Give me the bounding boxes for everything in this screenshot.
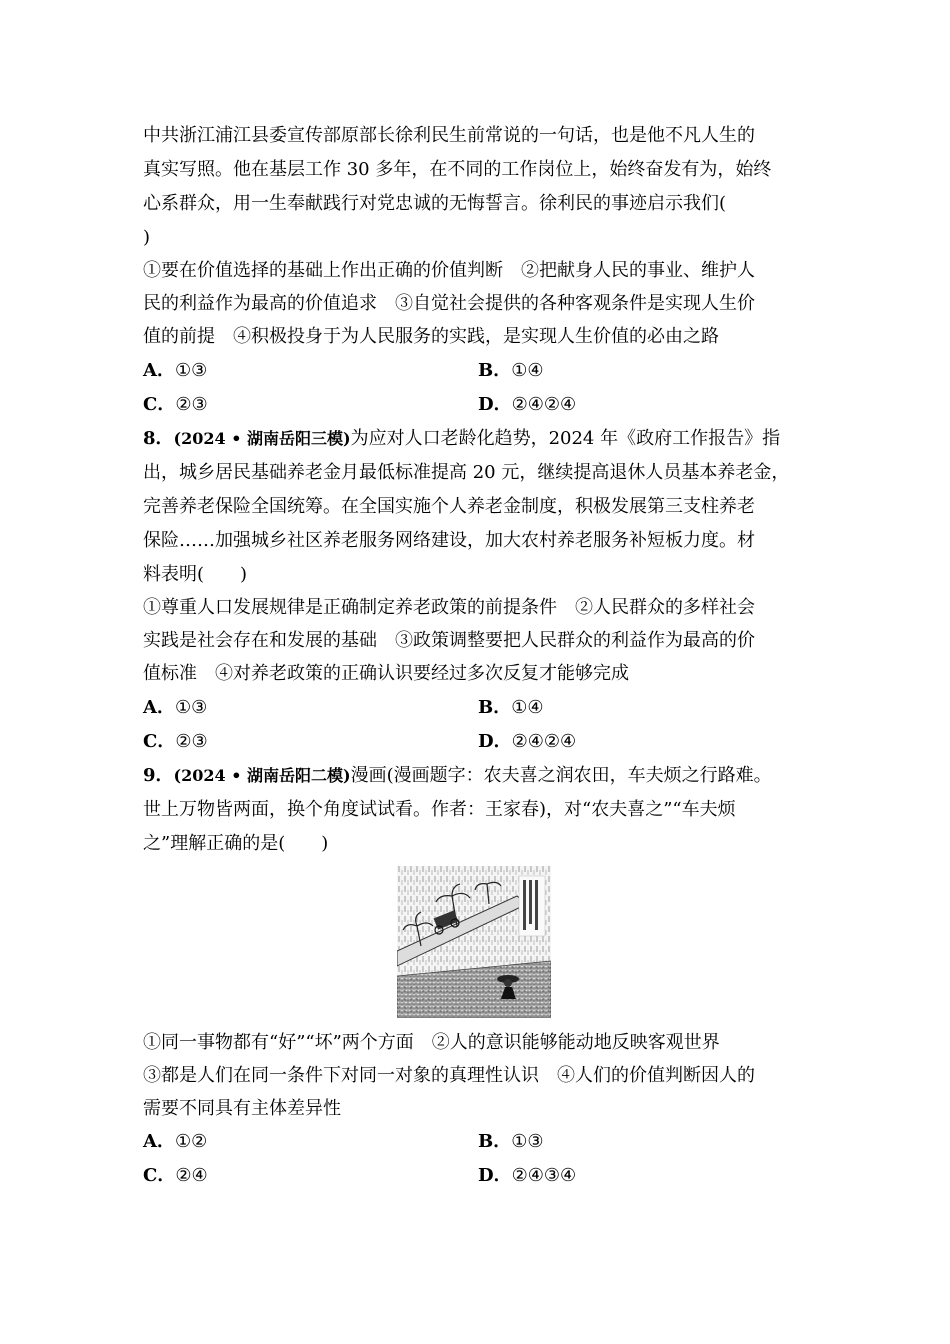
q8-source: (2024 • 湖南岳阳三模) bbox=[173, 429, 351, 448]
q9-source: (2024 • 湖南岳阳二模) bbox=[173, 766, 351, 785]
option-text: ①② bbox=[174, 1131, 208, 1152]
option-letter: B． bbox=[478, 697, 512, 718]
q8-stem-first-line bbox=[143, 427, 780, 451]
q8-statement-line: 值标准 ④对养老政策的正确认识要经过多次反复才能够完成 bbox=[143, 663, 629, 684]
q7-stem-line: 心系群众，用一生奉献践行对党忠诚的无悔誓言。徐利民的事迹启示我们( bbox=[143, 193, 727, 214]
option-letter: C． bbox=[143, 731, 176, 752]
q8-statement-line: 实践是社会存在和发展的基础 ③政策调整要把人民群众的利益作为最高的价 bbox=[143, 630, 755, 651]
q7-stem-line: ) bbox=[143, 227, 151, 248]
option-text: ②④③④ bbox=[511, 1165, 577, 1186]
option-text: ①③ bbox=[174, 697, 208, 718]
q7-option-b[interactable] bbox=[478, 359, 544, 383]
option-text: ①④ bbox=[511, 360, 544, 381]
option-text: ②④ bbox=[175, 1165, 208, 1186]
q9-option-c[interactable] bbox=[143, 1164, 208, 1188]
option-text: ①④ bbox=[511, 697, 544, 718]
q8-statement-line: ①尊重人口发展规律是正确制定养老政策的前提条件 ②人民群众的多样社会 bbox=[143, 597, 755, 618]
q7-statement-line: 值的前提 ④积极投身于为人民服务的实践，是实现人生价值的必由之路 bbox=[143, 326, 719, 347]
option-text: ②③ bbox=[175, 731, 208, 752]
q9-statement-line: ①同一事物都有“好”“坏”两个方面 ②人的意识能够能动地反映客观世界 bbox=[143, 1032, 720, 1053]
q9-option-d[interactable] bbox=[478, 1164, 576, 1188]
q8-stem-line: 出，城乡居民基础养老金月最低标准提高 20 元，继续提高退休人员基本养老金， bbox=[143, 462, 790, 483]
option-text: ①③ bbox=[511, 1131, 544, 1152]
q9-option-b[interactable] bbox=[478, 1130, 544, 1154]
q9-statement-line: ③都是人们在同一条件下对同一对象的真理性认识 ④人们的价值判断因人的 bbox=[143, 1065, 755, 1086]
q8-number: 8． bbox=[143, 428, 174, 449]
q8-stem-line: 料表明( ) bbox=[143, 564, 248, 585]
q7-statement-line: ①要在价值选择的基础上作出正确的价值判断 ②把献身人民的事业、维护人 bbox=[143, 260, 755, 281]
q9-number: 9． bbox=[143, 765, 174, 786]
option-text: ②④②④ bbox=[511, 394, 577, 415]
q7-stem-line: 真实写照。他在基层工作 30 多年，在不同的工作岗位上，始终奋发有为，始终 bbox=[143, 159, 772, 180]
option-letter: D． bbox=[478, 1165, 512, 1186]
q7-stem-line: 中共浙江浦江县委宣传部原部长徐利民生前常说的一句话，也是他不凡人生的 bbox=[143, 125, 755, 146]
q9-stem-line: 之”理解正确的是( ) bbox=[143, 833, 329, 854]
option-text: ②③ bbox=[175, 394, 208, 415]
option-text: ①③ bbox=[174, 360, 208, 381]
option-letter: C． bbox=[143, 394, 176, 415]
q8-stem-line: 保险……加强城乡社区养老服务网络建设，加大农村养老服务补短板力度。材 bbox=[143, 530, 755, 551]
q7-option-a[interactable] bbox=[143, 359, 207, 383]
q7-option-c[interactable] bbox=[143, 393, 208, 417]
q9-stem-first-line bbox=[143, 764, 772, 788]
q7-statement-line: 民的利益作为最高的价值追求 ③自觉社会提供的各种客观条件是实现人生价 bbox=[143, 293, 755, 314]
option-letter: C． bbox=[143, 1165, 176, 1186]
q8-stem-text: 为应对人口老龄化趋势，2024 年《政府工作报告》指 bbox=[350, 428, 781, 449]
q9-option-a[interactable] bbox=[143, 1130, 207, 1154]
q9-statement-line: 需要不同具有主体差异性 bbox=[143, 1098, 341, 1119]
option-letter: A． bbox=[143, 697, 175, 718]
cartoon-illustration bbox=[397, 866, 551, 1018]
option-letter: D． bbox=[478, 394, 512, 415]
option-letter: D． bbox=[478, 731, 512, 752]
option-letter: B． bbox=[478, 1131, 512, 1152]
q8-option-b[interactable] bbox=[478, 696, 544, 720]
option-text: ②④②④ bbox=[511, 731, 577, 752]
q8-option-d[interactable] bbox=[478, 730, 576, 754]
option-letter: A． bbox=[143, 360, 175, 381]
q8-option-c[interactable] bbox=[143, 730, 208, 754]
q9-stem-text: 漫画(漫画题字：农夫喜之润农田，车夫烦之行路难。 bbox=[350, 765, 772, 786]
q9-stem-line: 世上万物皆两面，换个角度试试看。作者：王家春)，对“农夫喜之”“车夫烦 bbox=[143, 799, 736, 820]
q8-option-a[interactable] bbox=[143, 696, 207, 720]
q7-option-d[interactable] bbox=[478, 393, 576, 417]
option-letter: A． bbox=[143, 1131, 175, 1152]
option-letter: B． bbox=[478, 360, 512, 381]
q8-stem-line: 完善养老保险全国统筹。在全国实施个人养老金制度，积极发展第三支柱养老 bbox=[143, 496, 755, 517]
